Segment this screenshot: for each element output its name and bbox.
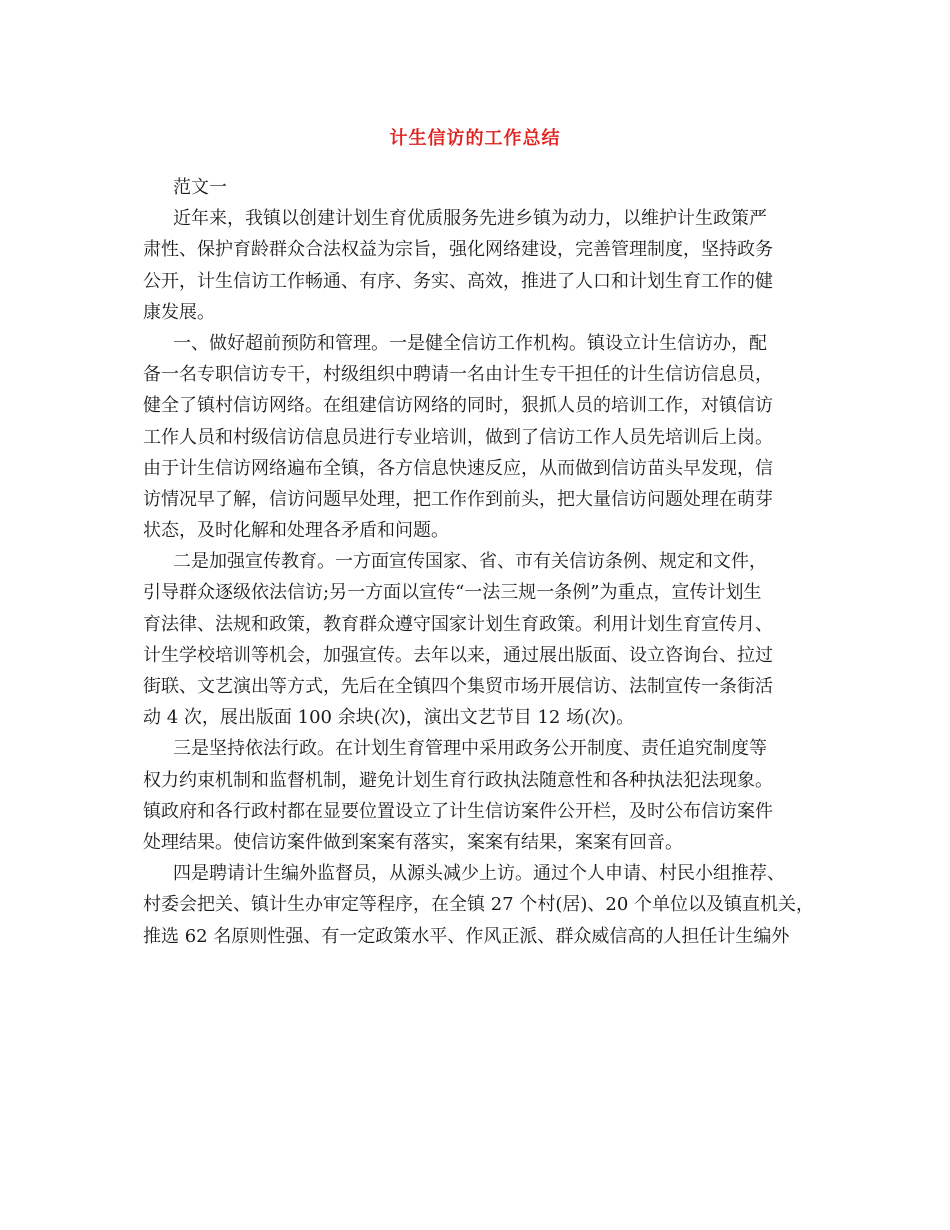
text-line: 备一名专职信访专干，村级组织中聘请一名由计生专干担任的计生信访信息员，	[143, 364, 773, 386]
text-line: 街联、文艺演出等方式，先后在全镇四个集贸市场开展信访、法制宣传一条街活	[143, 676, 773, 697]
text-line: 动 4 次，展出版面 100 余块(次)，演出文艺节目 12 场(次)。	[143, 707, 635, 729]
text-line: 权力约束机制和监督机制，避免计划生育行政执法随意性和各种执法犯法现象。	[143, 769, 773, 791]
text-line: 近年来，我镇以创建计划生育优质服务先进乡镇为动力，以维护计生政策严	[173, 208, 767, 230]
text-line: 健全了镇村信访网络。在组建信访网络的同时，狠抓人员的培训工作，对镇信访	[143, 395, 773, 417]
text-line: 四是聘请计生编外监督员，从源头减少上访。通过个人申请、村民小组推荐、	[173, 863, 785, 885]
text-line: 公开，计生信访工作畅通、有序、务实、高效，推进了人口和计划生育工作的健	[143, 270, 773, 292]
text-line: 处理结果。使信访案件做到案案有落实，案案有结果，案案有回音。	[143, 831, 683, 853]
text-line: 工作人员和村级信访信息员进行专业培训，做到了信访工作人员先培训后上岗。	[143, 426, 773, 448]
text-line: 肃性、保护育龄群众合法权益为宗旨，强化网络建设，完善管理制度，坚持政务	[143, 239, 773, 261]
text-line: 三是坚持依法行政。在计划生育管理中采用政务公开制度、责任追究制度等	[173, 738, 767, 760]
text-line: 由于计生信访网络遍布全镇，各方信息快速反应，从而做到信访苗头早发现，信	[143, 457, 773, 479]
text-line: 状态，及时化解和处理各矛盾和问题。	[143, 520, 449, 542]
text-line: 康发展。	[143, 301, 215, 323]
text-line: 引导群众逐级依法信访;另一方面以宣传“一法三规一条例”为重点，宣传计划生	[143, 582, 762, 604]
text-line: 推选 62 名原则性强、有一定政策水平、作风正派、群众威信高的人担任计生编外	[143, 925, 790, 947]
document-body	[143, 172, 815, 952]
text-line: 访情况早了解，信访问题早处理，把工作作到前头，把大量信访问题处理在萌芽	[143, 488, 773, 510]
text-line: 育法律、法规和政策，教育群众遵守国家计划生育政策。利用计划生育宣传月、	[143, 613, 773, 635]
text-line: 范文一	[173, 177, 227, 198]
document-title: 计生信访的工作总结	[389, 128, 561, 149]
text-line: 镇政府和各行政村都在显要位置设立了计生信访案件公开栏，及时公布信访案件	[143, 800, 773, 822]
text-line: 村委会把关、镇计生办审定等程序，在全镇 27 个村(居)、20 个单位以及镇直机关，	[143, 894, 815, 916]
text-line: 二是加强宣传教育。一方面宣传国家、省、市有关信访条例、规定和文件，	[173, 551, 767, 573]
text-line: 计生学校培训等机会，加强宣传。去年以来，通过展出版面、设立咨询台、拉过	[143, 644, 773, 666]
text-line: 一、做好超前预防和管理。一是健全信访工作机构。镇设立计生信访办，配	[173, 332, 767, 354]
